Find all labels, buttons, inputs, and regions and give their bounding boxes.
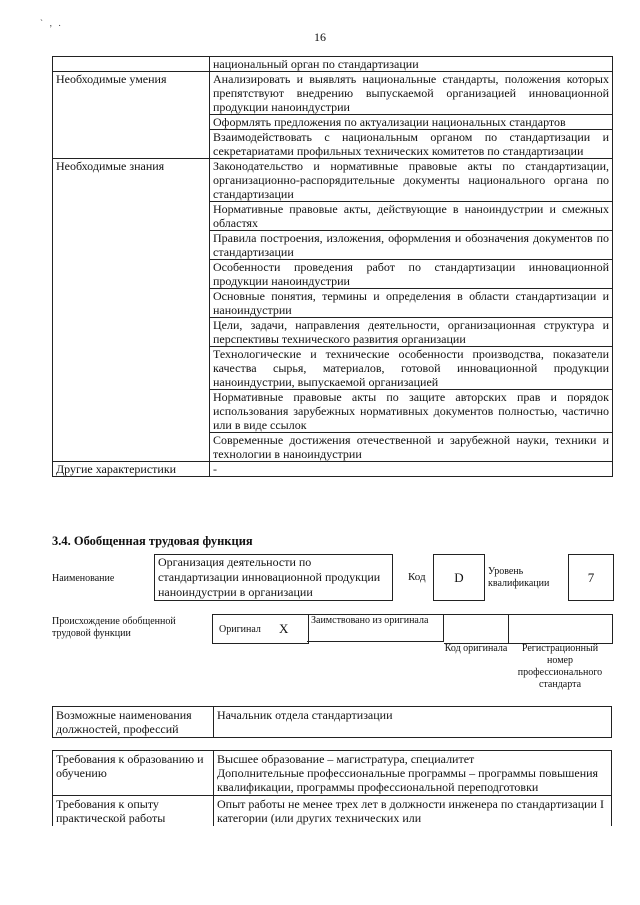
table-cell [53,57,210,72]
knowledge-item: Основные понятия, термины и определения в области стандартизации и наноиндустрии [210,289,613,318]
table-row [53,462,613,477]
table-row [53,57,613,72]
skills-knowledge-table [52,56,613,477]
education-cell [214,751,612,796]
knowledge-item: Особенности проведения работ по стандартизации инновационной продукции наноиндустрии [210,260,613,289]
knowledge-item: Цели, задачи, направления деятельности, организационная структура и перспективы технического развития организации [210,318,613,347]
other-value: - [210,462,613,477]
original-label: Оригинал [219,624,261,635]
table-row [53,796,612,827]
section-title: 3.4. Обобщенная трудовая функция [52,534,253,548]
skill-item: Оформлять предложения по актуализации национальных стандартов [210,115,613,130]
table-row [53,159,613,202]
positions-table [52,706,612,738]
knowledge-item: Нормативные правовые акты, действующие в наноиндустрии и смежных областях [210,202,613,231]
other-label: Другие характеристики [53,462,210,477]
requirements-table [52,750,612,826]
name-label: Наименование [52,573,115,584]
skills-label: Необходимые умения [53,72,210,159]
knowledge-item: Нормативные правовые акты по защите авторских прав и порядок использования зарубежных нормативных документов полностью, частично или в виде ссылок [210,390,613,433]
original-mark: X [279,621,289,636]
knowledge-item: Правила построения, изложения, оформления и обозначения документов по стандартизации [210,231,613,260]
experience-value: Опыт работы не менее трех лет в должности инженера по стандартизации I категории (или других технических или [214,796,612,827]
registration-cell [508,614,613,644]
knowledge-item: Законодательство и нормативные правовые акты по стандартизации, организационно-распорядительные документы национального органа по стандартизации [210,159,613,202]
qualification-level: 7 [568,554,614,601]
origin-label: Происхождение обобщенной трудовой функции [52,616,176,639]
original-cell [212,614,309,644]
knowledge-label: Необходимые знания [53,159,210,462]
table-cell: национальный орган по стандартизации [210,57,613,72]
page-marks: ` ‚ . [40,18,63,28]
function-name: Организация деятельности по стандартизации инновационной продукции наноиндустрии в организации [154,554,393,601]
education-label: Требования к образованию и обучению [53,751,214,796]
original-code-caption: Код оригинала [444,643,508,654]
table-row [53,751,612,796]
function-code: D [433,554,485,601]
borrowed-label: Заимствовано из оригинала [307,614,444,642]
positions-value: Начальник отдела стандартизации [214,707,612,738]
skill-item: Взаимодействовать с национальным органом по стандартизации и секретариатами профильных технических комитетов по стандартизации [210,130,613,159]
code-label: Код [408,571,426,583]
knowledge-item: Технологические и технические особенности производства, показатели качества сырья, материалов, готовой инновационной продукции наноиндустрии, выпускаемой организацией [210,347,613,390]
education-item: Дополнительные профессиональные программы – программы повышения квалификации, программы профессиональной переподготовки [217,766,599,794]
positions-label: Возможные наименования должностей, профессий [53,707,214,738]
table-row [53,707,612,738]
registration-caption: Регистрационный номер профессионального стандарта [517,643,603,690]
table-row [53,72,613,115]
page-number: 16 [314,30,326,44]
original-code-cell [444,614,509,644]
education-item: Высшее образование – магистратура, специалитет [217,752,475,766]
experience-label: Требования к опыту практической работы [53,796,214,827]
skill-item: Анализировать и выявлять национальные стандарты, положения которых препятствуют внедрению выпускаемой организацией инновационной продукции наноиндустрии [210,72,613,115]
knowledge-item: Современные достижения отечественной и зарубежной науки, техники и технологии в наноиндустрии [210,433,613,462]
level-label: Уровень квалификации [488,566,550,589]
